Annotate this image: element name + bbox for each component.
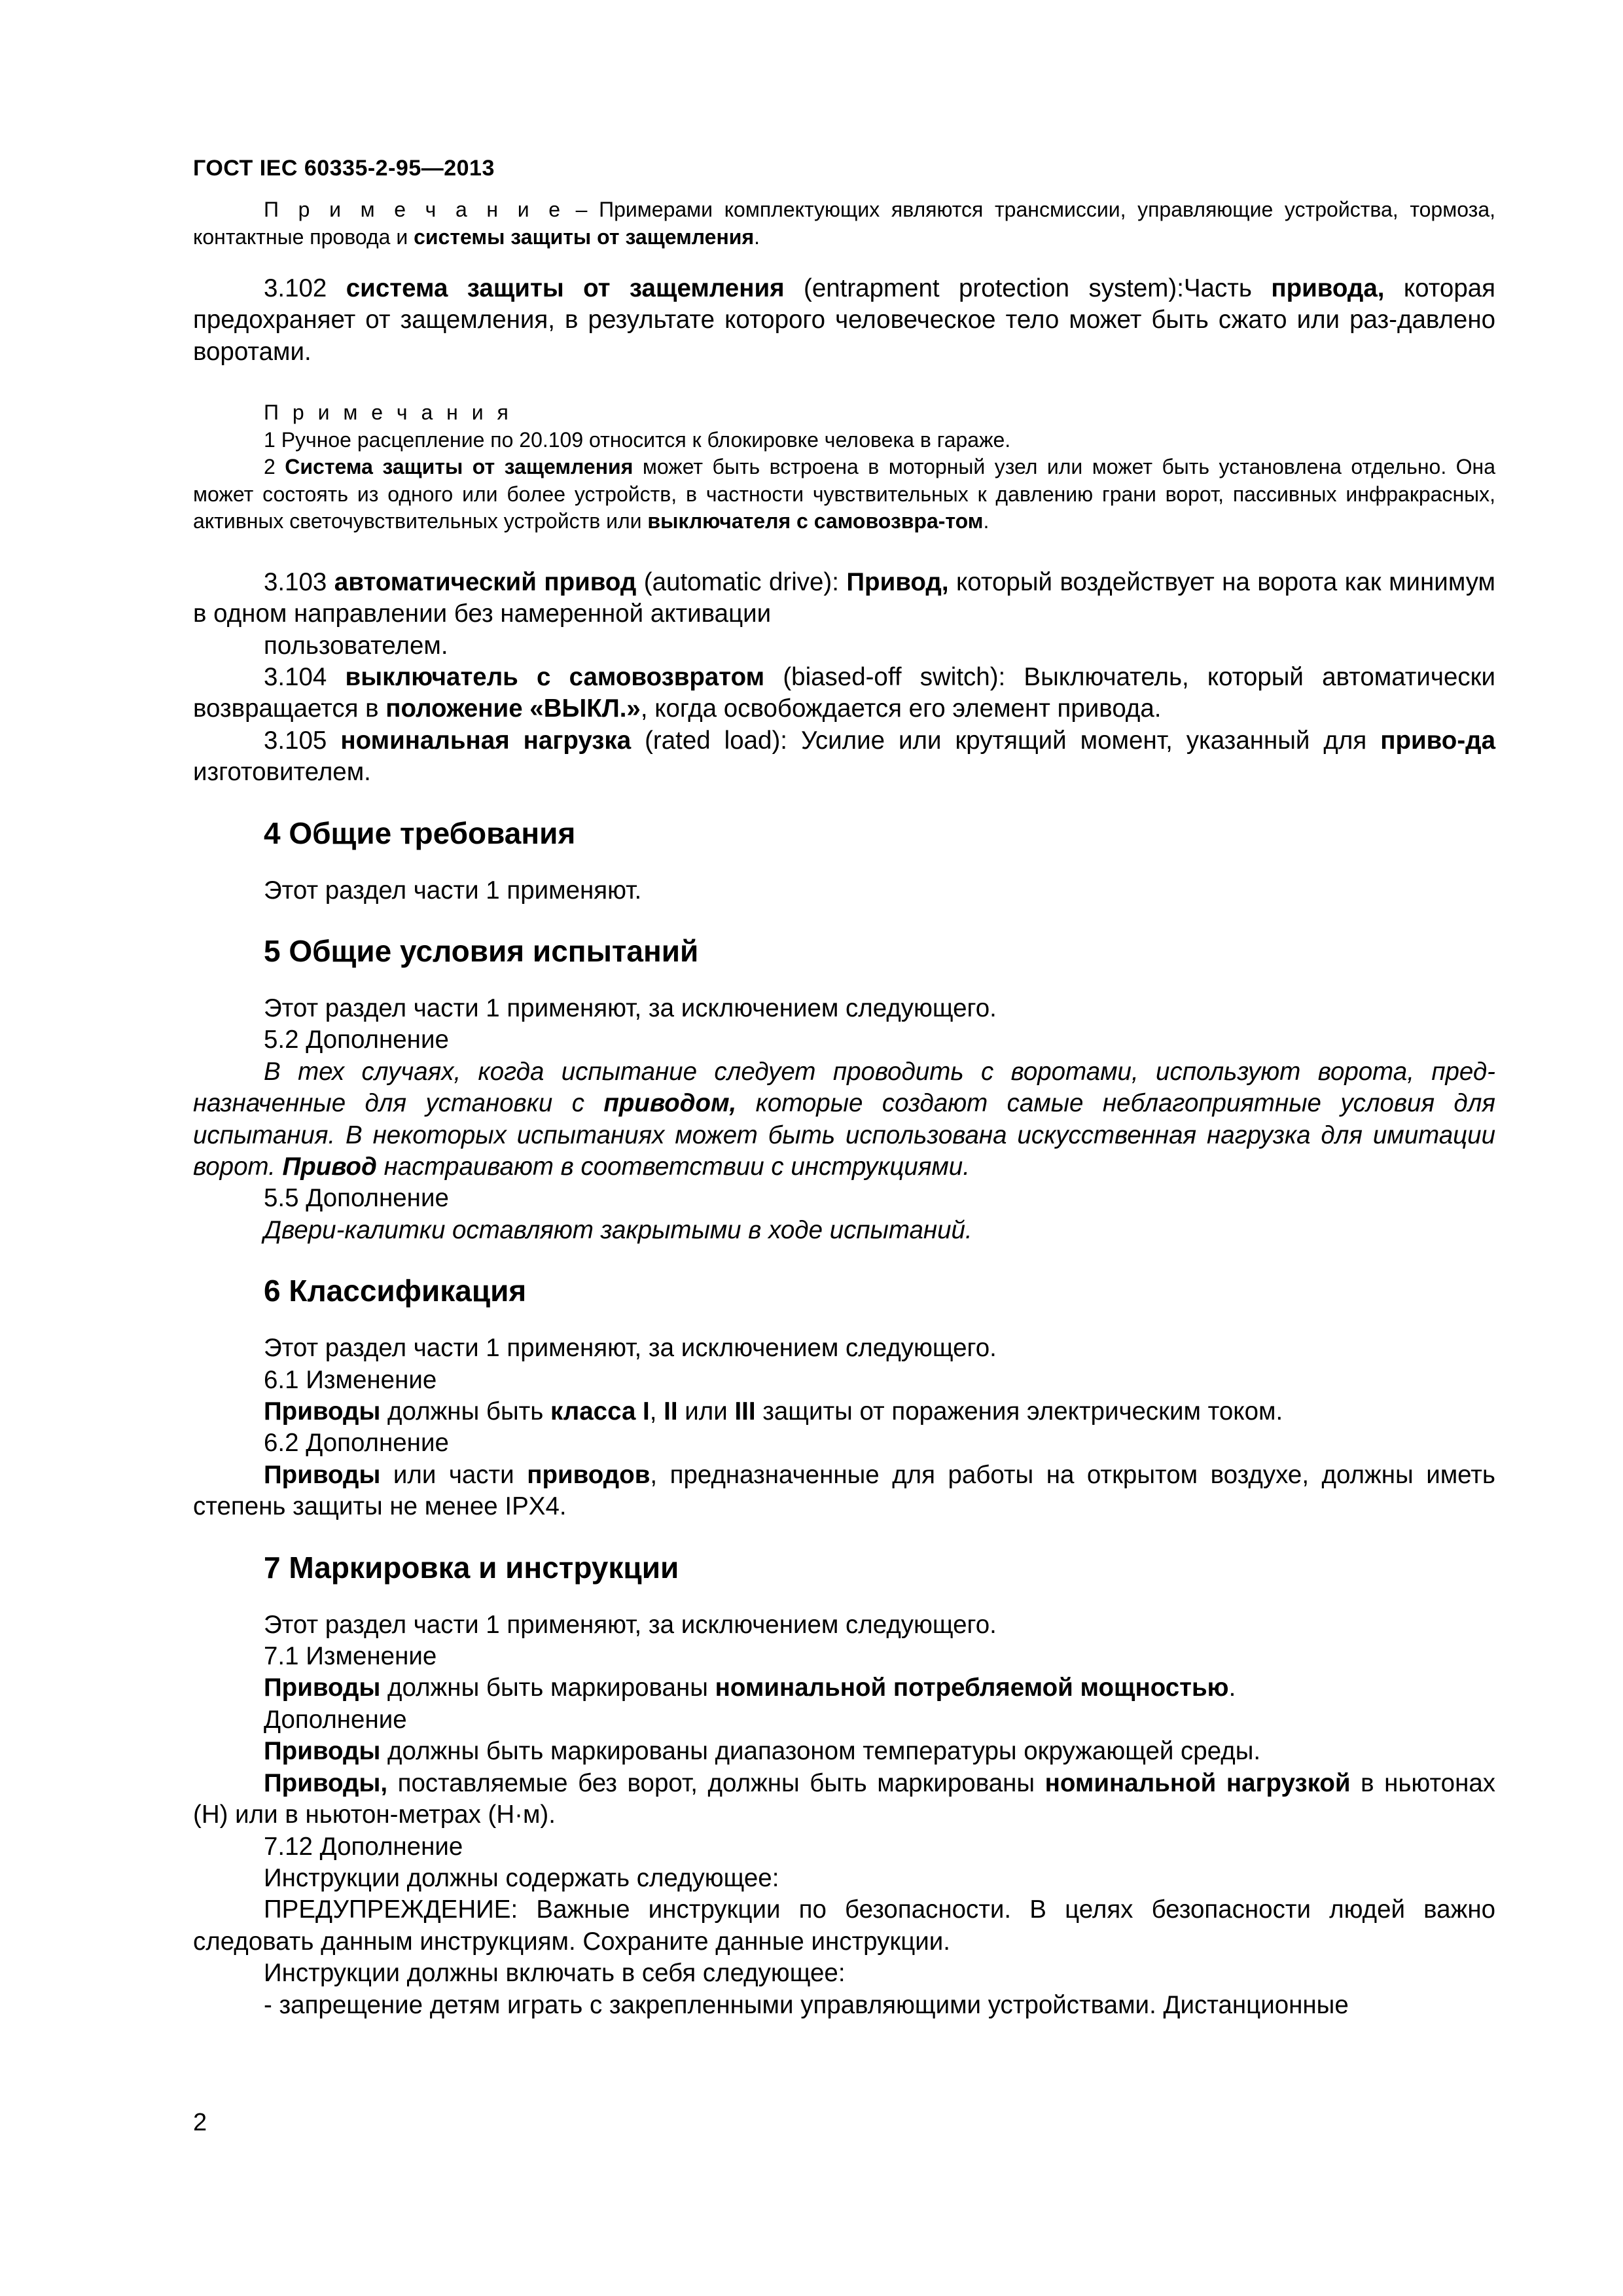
- section-7-heading: 7 Маркировка и инструкции: [264, 1550, 679, 1585]
- list-item: - запрещение детям играть с закрепленными управляющими устройствами. Дистанционные: [264, 1990, 1349, 2019]
- definition-3-104: 3.104 выключатель с самовозвратом (biased-off switch): Выключатель, который автоматически возвращается в положение «ВЫКЛ.», когда освобождается его элемент привода.: [193, 662, 1495, 723]
- term: автоматический привод: [334, 567, 637, 596]
- term: система защиты от защемления: [346, 274, 785, 302]
- note-item-2: 2 Система защиты от защемления может быть встроена в моторный узел или может быть установлена отдельно. Она может состоять из одного или более устройств, в частности чувствительных к давлению грани ворот, пассивных инфракрасных, активных светочувствительных устройств или выключателя с самовозвра-том.: [193, 455, 1496, 533]
- subsection-7-1: 7.1 Изменение: [264, 1642, 437, 1671]
- section-5-heading: 5 Общие условия испытаний: [264, 933, 699, 968]
- subsection-6-2-text: Приводы или части приводов, предназначенные для работы на открытом воздухе, должны иметь степень защиты не менее IPX4.: [193, 1460, 1495, 1521]
- subsection-6-1-text: Приводы должны быть класса I, II или III защиты от поражения электрическим током.: [264, 1397, 1283, 1426]
- temperature-marking: Приводы должны быть маркированы диапазоном температуры окружающей среды.: [264, 1737, 1261, 1766]
- page-body: [193, 196, 1495, 2021]
- subsection-6-1: 6.1 Изменение: [264, 1365, 437, 1394]
- term: выключатель с самовозвратом: [345, 662, 765, 691]
- term: номинальная нагрузка: [340, 726, 632, 755]
- subsection-5-5: 5.5 Дополнение: [264, 1184, 449, 1213]
- section-6-heading: 6 Классификация: [264, 1274, 527, 1308]
- note-item-1: 1 Ручное расцепление по 20.109 относится к блокировке человека в гараже.: [264, 427, 1011, 452]
- definition-3-103: 3.103 автоматический привод (automatic drive): Привод, который воздействует на ворота как минимум в одном направлении без намеренной активации: [193, 567, 1496, 628]
- subsection-5-2-text: В тех случаях, когда испытание следует проводить с воротами, используют ворота, пред-назначенные для установки с приводом, которые создают самые неблагоприятные условия для испытания. В некоторых испытаниях может быть использована искусственная нагрузка для имитации ворот. Привод настраивают в соответствии с инструкциями.: [193, 1057, 1495, 1181]
- addition-label: Дополнение: [264, 1705, 407, 1734]
- section-6-text: Этот раздел части 1 применяют, за исключением следующего.: [264, 1334, 997, 1363]
- definition-3-103-continued: пользователем.: [264, 631, 448, 660]
- definition-3-102: 3.102 система защиты от защемления (entrapment protection system):Часть привода, которая предохраняет от защемления, в результате которого человеческое тело может быть сжато или раз-давлено воротами.: [193, 274, 1495, 366]
- subsection-5-2: 5.2 Дополнение: [264, 1026, 449, 1054]
- standard-header: ГОСТ IEC 60335-2-95—2013: [193, 156, 495, 181]
- section-4-heading: 4 Общие требования: [264, 816, 576, 850]
- instructions-intro: Инструкции должны содержать следующее:: [264, 1863, 779, 1892]
- note-label: П р и м е ч а н и е: [264, 198, 565, 221]
- subsection-6-2: 6.2 Дополнение: [264, 1429, 449, 1458]
- notes-label: П р и м е ч а н и я: [264, 401, 512, 425]
- load-marking: Приводы, поставляемые без ворот, должны быть маркированы номинальной нагрузкой в ньютонах (Н) или в ньютон-метрах (Н·м).: [193, 1768, 1495, 1829]
- section-4-text: Этот раздел части 1 применяют.: [264, 876, 642, 905]
- note-paragraph: П р и м е ч а н и е – Примерами комплектующих являются трансмиссии, управляющие устройства, тормоза, контактные провода и системы защиты от защемления.: [193, 198, 1496, 249]
- page-number: 2: [193, 2109, 207, 2136]
- definition-3-105: 3.105 номинальная нагрузка (rated load): Усилие или крутящий момент, указанный для приво-да изготовителем.: [193, 726, 1495, 787]
- subsection-5-5-text: Двери-калитки оставляют закрытыми в ходе испытаний.: [264, 1215, 972, 1244]
- subsection-7-1-text: Приводы должны быть маркированы номинальной потребляемой мощностью.: [264, 1674, 1236, 1702]
- section-5-text: Этот раздел части 1 применяют, за исключением следующего.: [264, 994, 997, 1022]
- warning-text: ПРЕДУПРЕЖДЕНИЕ: Важные инструкции по безопасности. В целях безопасности людей важно следовать данным инструкциям. Сохраните данные инструкции.: [193, 1895, 1495, 1956]
- section-7-text: Этот раздел части 1 применяют, за исключением следующего.: [264, 1610, 997, 1639]
- subsection-7-12: 7.12 Дополнение: [264, 1832, 463, 1861]
- instructions-include: Инструкции должны включать в себя следующее:: [264, 1959, 846, 1988]
